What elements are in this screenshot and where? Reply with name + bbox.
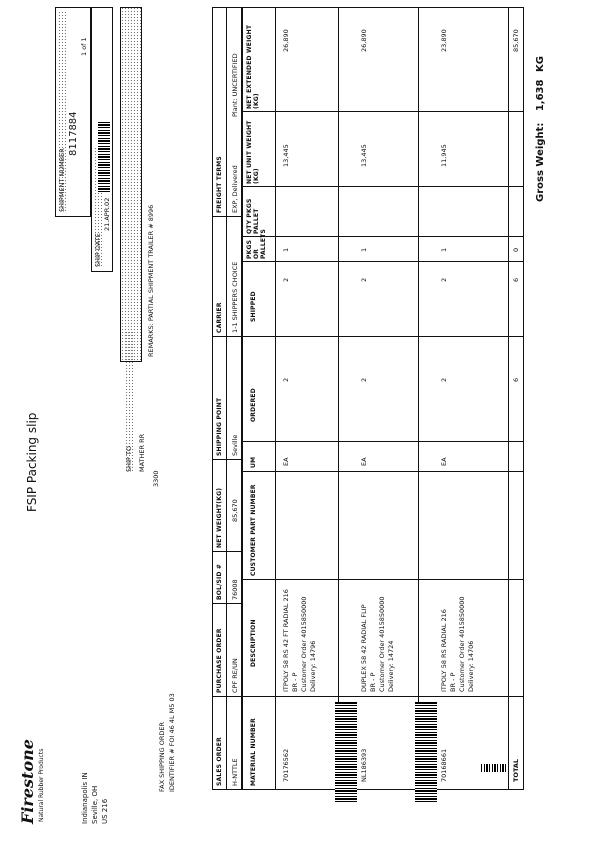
- row2-ordered: 2: [360, 377, 368, 382]
- desc-line: Customer Order 4015850000: [458, 596, 466, 692]
- desc-line: Customer Order 4015850000: [300, 596, 308, 692]
- ship-to-label: SHIP TO: [125, 332, 133, 472]
- desc-line: Delivery: 14706: [467, 640, 475, 692]
- ship-to-line: IDENTIFIER # FOI 46 4L M5 03: [168, 693, 176, 792]
- sales-order-value: H-NTTLE: [231, 758, 239, 786]
- net-weight-value: 85,670: [231, 499, 239, 522]
- carrier-value: 1-1 SHIPPERS CHOICE: [231, 261, 239, 333]
- row3-um: EA: [440, 457, 448, 466]
- item-barcode: [335, 702, 357, 802]
- total-shipped: 6: [512, 277, 520, 282]
- row2-description: [360, 596, 396, 692]
- total-pkgs: 0: [512, 247, 520, 252]
- col-material: MATERIAL NUMBER: [250, 718, 257, 786]
- row3-ext-weight: 23,890: [440, 29, 448, 52]
- row2-material: NL186393: [360, 748, 368, 782]
- row1-unit-weight: 13,445: [282, 144, 290, 167]
- desc-line: ITPOLY 58 RS 42 FT RADIAL 216: [282, 589, 290, 692]
- desc-line: Customer Order 4015850000: [378, 596, 386, 692]
- col-pkgs: PKGS OR PALLETS: [246, 228, 267, 259]
- row2-shipped: 2: [360, 277, 368, 282]
- page-title: FSIP Packing slip: [25, 412, 39, 512]
- row3-qty: 1: [440, 247, 448, 252]
- desc-line: ITPOLY 58 RS RADIAL 216: [440, 609, 448, 692]
- shipment-number: 8117884: [68, 111, 79, 156]
- address-line: Seville, OH: [91, 785, 99, 824]
- row1-shipped: 2: [282, 277, 290, 282]
- gross-weight-value: 1,638: [535, 79, 546, 112]
- vertical-barcode: [480, 764, 506, 772]
- shipping-point-label: SHIPPING POINT: [216, 397, 223, 456]
- shipment-label: SHIPMENT NUMBER: [58, 12, 67, 212]
- row2-unit-weight: 13,445: [360, 144, 368, 167]
- purchase-order-label: PURCHASE ORDER: [216, 628, 223, 693]
- freight-terms-label: FREIGHT TERMS: [216, 156, 223, 213]
- remarks-text: REMARKS: PARTIAL SHIPMENT TRAILER # 8996: [147, 204, 155, 357]
- row3-material: 70168661: [440, 748, 448, 782]
- row3-shipped: 2: [440, 277, 448, 282]
- desc-line: Delivery: 14724: [387, 640, 395, 692]
- col-description: DESCRIPTION: [250, 619, 257, 667]
- item-barcode: [415, 702, 437, 802]
- ship-to-code: 3300: [152, 470, 160, 487]
- total-ordered: 6: [512, 377, 520, 382]
- total-label: TOTAL: [512, 758, 520, 782]
- bol-value: 76008: [231, 579, 239, 600]
- gross-weight: [535, 56, 546, 202]
- net-weight-label: NET WEIGHT(KG): [216, 487, 223, 548]
- total-weight: 85,670: [512, 29, 520, 52]
- sales-order-label: SALES ORDER: [216, 737, 223, 786]
- page-indicator: 1 of 1: [80, 37, 88, 56]
- gross-weight-label: Gross Weight:: [535, 122, 546, 202]
- row2-um: EA: [360, 457, 368, 466]
- col-ext-weight: NET EXTENDED WEIGHT (KG): [246, 24, 260, 109]
- row1-qty: 1: [282, 247, 290, 252]
- shipment-number-box: [55, 7, 91, 217]
- col-shipped: SHIPPED: [250, 291, 257, 322]
- row2-ext-weight: 26,890: [360, 29, 368, 52]
- address-line: US 216: [101, 798, 109, 824]
- ship-date-label: SHIP DATE: [94, 147, 102, 267]
- gross-weight-unit: KG: [535, 56, 546, 73]
- desc-line: DUPLEX 58 42 RADIAL FLIP: [360, 604, 368, 692]
- desc-line: BR - P: [369, 672, 377, 692]
- freight-terms-value: EXP, Delivered: [231, 165, 239, 213]
- ship-to-line: FAX SHIPPING ORDER: [158, 721, 166, 792]
- purchase-order-value: CPF RE/UN: [231, 658, 239, 693]
- row1-description: [282, 589, 318, 692]
- row1-material: 70176562: [282, 748, 290, 782]
- row3-unit-weight: 11,945: [440, 144, 448, 167]
- desc-line: BR - P: [449, 672, 457, 692]
- remarks-header-box: [120, 7, 142, 362]
- shipping-point-value: Seville: [231, 434, 239, 456]
- row3-ordered: 2: [440, 377, 448, 382]
- carrier-label: CARRIER: [216, 302, 223, 333]
- row2-qty: 1: [360, 247, 368, 252]
- row3-description: [440, 596, 476, 692]
- logo-subtitle: Natural Rubber Products: [38, 748, 45, 822]
- col-unit-weight: NET UNIT WEIGHT (KG): [246, 120, 260, 184]
- col-qty: QTY PKGS PALLET: [246, 198, 260, 234]
- company-logo: Firestone: [18, 739, 37, 824]
- desc-line: BR - P: [291, 672, 299, 692]
- sender-address: [80, 772, 110, 824]
- desc-line: Delivery: 14796: [309, 640, 317, 692]
- col-customer-part: CUSTOMER PART NUMBER: [250, 484, 257, 576]
- col-um: UM: [250, 456, 257, 468]
- row1-ordered: 2: [282, 377, 290, 382]
- ship-to-line: MATHER RR: [138, 433, 146, 472]
- row1-um: EA: [282, 457, 290, 466]
- address-line: Indianapolis IN: [81, 772, 89, 824]
- ship-date: 21.APR.02: [103, 197, 111, 231]
- plant-label: Plant: UNCERTIFIED: [231, 53, 239, 117]
- bol-label: BOL/SID #: [216, 563, 223, 600]
- shipment-barcode: [98, 122, 110, 192]
- col-ordered: ORDERED: [250, 388, 257, 422]
- row1-ext-weight: 26,890: [282, 29, 290, 52]
